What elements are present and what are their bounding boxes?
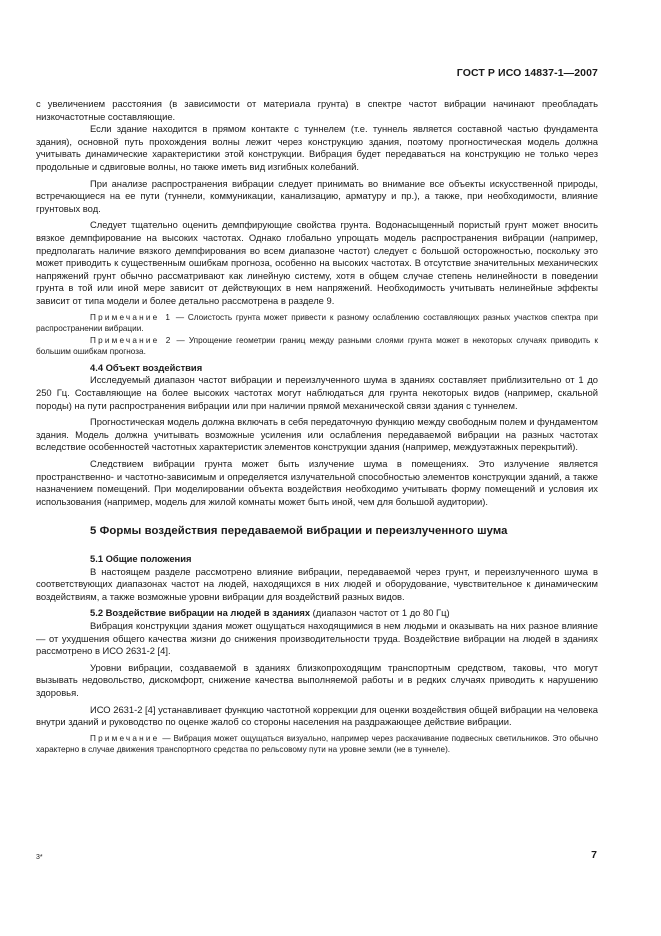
paragraph: При анализе распространения вибрации следует принимать во внимание все объекты искусственной природы, встречающиеся на ее пути (туннели, коммуникации, канализацию, арматуру и пр.), а также, при необходимости, влияние грунтовых вод. <box>36 177 598 214</box>
subsection-title: 4.4 Объект воздействия <box>90 361 203 373</box>
paragraph: Исследуемый диапазон частот вибрации и переизлученного шума в зданиях составляет приблизительно от 1 до 250 Гц. Составляющие на более высоких частотах могут наблюдаться для грунта некоторых видов (например, скальной породы) на пути распространения вибрации или при наличии прямой механической связи здания с туннелем. <box>36 374 598 411</box>
page-number: 7 <box>591 849 597 861</box>
paragraph: В настоящем разделе рассмотрено влияние вибрации, передаваемой через грунт, и переизлученного шума в соответствующих диапазонах частот на людей, находящихся в них людей и оборудование, чувствительное к динамическим воздействиям, а также возможные уровни вибрации для воздействий разных видов. <box>36 565 598 602</box>
note <box>36 733 598 756</box>
paragraph: с увеличением расстояния (в зависимости от материала грунта) в спектре частот вибрации начинают преобладать низкочастотные составляющие. <box>36 98 598 122</box>
note-text: — Вибрация может ощущаться визуально, например через раскачивание подвесных светильников. Это обычно характерно в случае движения транспортного средства по рельсовому пути на уровне земли (не в туннеле). <box>36 733 598 755</box>
note-label: Примечание <box>90 733 160 743</box>
section-title: 5 Формы воздействия передаваемой вибрации и переизлученного шума <box>90 525 508 538</box>
note <box>36 312 598 335</box>
frequency-range: (диапазон частот от 1 до 80 Гц) <box>310 607 450 619</box>
sheet-signature: 3* <box>36 854 43 861</box>
paragraph: Уровни вибрации, создаваемой в зданиях близкопроходящим транспортным средством, таковы, что могут вызывать недовольство, дискомфорт, снижение качества выполняемой работы и в редких случаях приводить к нарушению здоровья. <box>36 661 598 698</box>
note-label: Примечание 2 <box>90 335 173 345</box>
note <box>36 335 598 358</box>
paragraph: Если здание находится в прямом контакте с туннелем (т.е. туннель является составной частью фундамента здания), основной путь прохождения волны лежит через конструкцию здания, поэтому прогностическая модель должна учитывать динамические характеристики этой конструкции. Вибрация будет передаваться на конструкцию не только через продольные и сдвиговые волны, но также иметь вид изгибных колебаний. <box>36 123 598 172</box>
subsection-title: 5.1 Общие положения <box>90 553 192 564</box>
document-body <box>36 98 598 756</box>
note-text: — Упрощение геометрии границ между разными слоями грунта может в некоторых случаях приводить к большим ошибкам прогноза. <box>36 335 598 357</box>
note-text: — Слоистость грунта может привести к разному ослаблению составляющих разных участков спектра при распространении вибрации. <box>36 312 598 334</box>
note-label: Примечание 1 <box>90 312 173 322</box>
paragraph: Следует тщательно оценить демпфирующие свойства грунта. Водонасыщенный пористый грунт может вносить вязкое демпфирование на высоких частотах. Однако глобально упрощать модель распространения вибрации (например, предполагать наличие вязкого демпфирования во всем диапазоне частот) следует с большой осторожностью, поскольку это может приводить к существенным ошибкам прогноза, особенно на высоких частотах. В отсутствие значительных механических напряжений грунт обычно рассматривают как линейную систему, хотя в общем случае степень нелинейности в поведении грунта в той или иной мере зависит от действующих в нем напряжений. Необходимость учитывать нелинейные эффекты зависит от типа модели и более детально рассмотрена в разделе 9. <box>36 219 598 306</box>
standard-header: ГОСТ Р ИСО 14837-1—2007 <box>456 67 598 79</box>
subsection-title: 5.2 Воздействие вибрации на людей в зданиях <box>90 607 311 619</box>
paragraph: Прогностическая модель должна включать в себя передаточную функцию между свободным полем и фундаментом здания. Модель должна учитывать возможные усиления или ослабления передаваемой вибрации на разных частотах вследствие особенностей частотных характеристик элементов конструкции здания (например, междуэтажных перекрытий). <box>36 416 598 453</box>
subsection-heading <box>36 607 598 620</box>
paragraph: Следствием вибрации грунта может быть излучение шума в помещениях. Это излучение является пространственно- и частотно-зависимым и определяется излучательной способностью элементов конструкции зданий, а также назначением помещений. При моделировании объекта воздействия необходимо учитывать форму помещений и условия их использования (например, модель для жилой комнаты может быть иной, чем для большой аудитории). <box>36 458 598 507</box>
paragraph: ИСО 2631-2 [4] устанавливает функцию частотной коррекции для оценки воздействия общей вибрации на человека внутри зданий и руководство по оценке жалоб со стороны населения на раздражающее действие вибрации. <box>36 703 598 728</box>
paragraph: Вибрация конструкции здания может ощущаться находящимися в нем людьми и оказывать на них разное влияние — от ухудшения общего качества жизни до снижения производительности труда. Воздействие вибрации на людей в зданиях рассмотрено в ИСО 2631-2 [4]. <box>36 619 598 657</box>
